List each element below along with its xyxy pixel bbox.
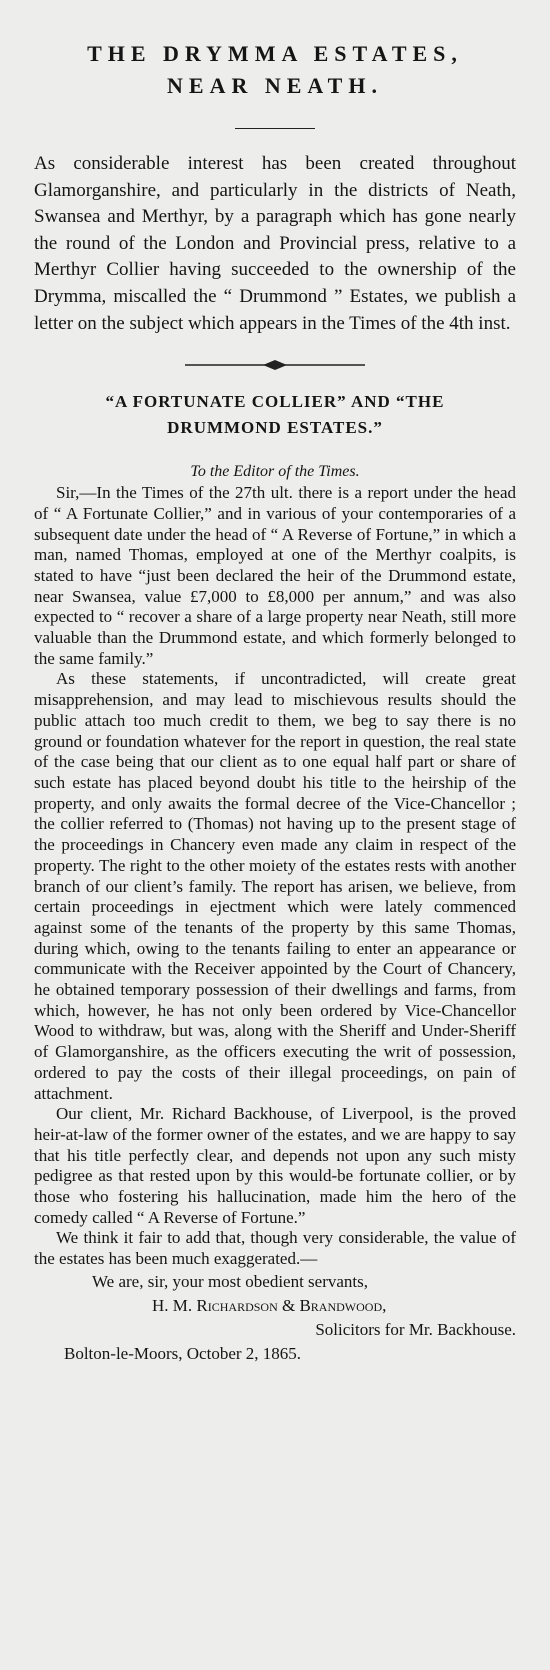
article-title-line-2: NEAR NEATH. <box>167 73 383 98</box>
ornamental-divider-icon <box>185 359 365 371</box>
intro-paragraph <box>34 151 516 337</box>
firm-name: H. M. Richardson & Brandwood, <box>152 1295 387 1315</box>
title-rule <box>235 128 315 129</box>
signature-block <box>34 1270 516 1366</box>
letter-headline-line-2: DRUMMOND ESTATES.” <box>167 418 383 438</box>
letter-body <box>34 483 516 1270</box>
signatory-role: Solicitors for Mr. Backhouse. <box>315 1319 516 1339</box>
closing-line: We are, sir, your most obedient servants, <box>92 1271 369 1291</box>
article-title-line-1: THE DRYMMA ESTATES, <box>87 41 463 66</box>
intro-text: As considerable interest has been created throughout Glamorganshire, and particularly in the districts of Neath, Swansea and Merthyr, by a paragraph which has gone nearly the round of the London and Provincial press, relative to a Merthyr Collier having succeeded to the ownership of the Drymma, miscalled the “ Drummond ” Estates, we publish a letter on the subject which appears in the Times of the 4th inst. <box>34 153 516 334</box>
place-and-date: Bolton-le-Moors, October 2, 1865. <box>64 1343 302 1363</box>
letter-paragraph: We think it fair to add that, though very considerable, the value of the estates has been much exaggerated.— <box>34 1228 516 1269</box>
salutation: To the Editor of the Times. <box>190 463 360 481</box>
letter-paragraph: As these statements, if uncontradicted, will create great misapprehension, and may lead to mischievous results should the public attach too much credit to them, we beg to say there is no ground or foundation whatever for the report in question, the real state of the case being that our client as to one equal half part or share of such estate has placed beyond doubt his title to the heirship of the property, and only awaits the formal decree of the Vice-Chancellor ; the collier referred to (Thomas) not having up to the present stage of the proceedings in Chancery even made any claim in respect of the property. The right to the other moiety of the estates rests with another branch of our client’s family. The report has arisen, we believe, from certain proceedings in ejectment which were lately commenced against some of the tenants of the property by this same Thomas, during which, owing to the tenants failing to enter an appearance or communicate with the Receiver appointed by the Court of Chancery, he obtained temporary possession of their dwellings and farms, from which, however, he has not only been ordered by Vice-Chancellor Wood to withdraw, but was, along with the Sheriff and Under-Sheriff of Glamorganshire, as the officers executing the writ of possession, ordered to pay the costs of their illegal proceedings, on pain of attachment. <box>34 669 516 1103</box>
letter-paragraph: Sir,—In the Times of the 27th ult. there is a report under the head of “ A Fortunate Collier,” and in various of your contemporaries of a subsequent date under the head of “ A Reverse of Fortune,” in which a man, named Thomas, employed at one of the Merthyr coalpits, is stated to have “just been declared the heir of the Drummond estate, near Swansea, value £7,000 to £8,000 per annum,” and was also expected to “ recover a share of a large property near Neath, still more valuable than the Drummond estate, and which formerly belonged to the same family.” <box>34 483 516 668</box>
letter-headline-line-1: “A FORTUNATE COLLIER” AND “THE <box>105 392 445 412</box>
letter-paragraph: Our client, Mr. Richard Backhouse, of Liverpool, is the proved heir-at-law of the former owner of the estates, and we are happy to say that his title perfectly clear, and depends not upon any such misty pedigree as that rested upon by this would-be fortunate collier, or by those who fostering his hallucination, made him the hero of the comedy called “ A Reverse of Fortune.” <box>34 1104 516 1227</box>
